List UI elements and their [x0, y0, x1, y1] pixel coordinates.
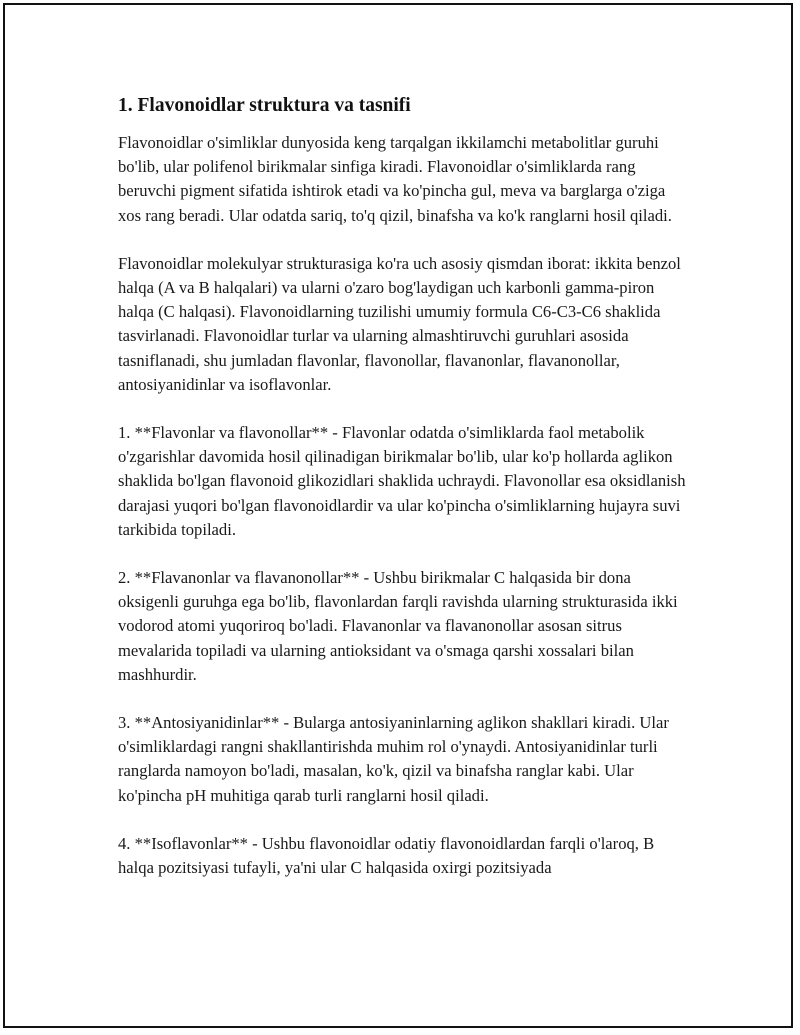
paragraph-flavonlar: 1. **Flavonlar va flavonollar** - Flavonlar odatda o'simliklarda faol metabolik o'zgarishlar davomida hosil qilinadigan birikmalar bo'lib, ular ko'p hollarda aglikon shaklida bo'lgan flavonoid glikozidlari shaklida uchraydi. Flavonollar esa oksidlanish darajasi yuqori bo'lgan flavonoidlardir va ular ko'pincha o'simliklarning hujayra suvi tarkibida topiladi.	[118, 423, 686, 539]
section-heading: 1. Flavonoidlar struktura va tasnifi	[118, 95, 411, 116]
paragraph-antosiyanidinlar: 3. **Antosiyanidinlar** - Bularga antosiyaninlarning aglikon shakllari kiradi. Ular o'simliklardagi rangni shakllantirishda muhim rol o'ynaydi. Antosiyanidinlar turli ranglarda namoyon bo'ladi, masalan, ko'k, qizil va binafsha ranglar kabi. Ular ko'pincha pH muhitiga qarab turli ranglarni hosil qiladi.	[118, 713, 669, 805]
paragraph-flavanonlar: 2. **Flavanonlar va flavanonollar** - Ushbu birikmalar C halqasida bir dona oksigenli guruhga ega bo'lib, flavonlardan farqli ravishda ularning strukturasida ikki vodorod atomi yuqoriroq bo'ladi. Flavanonlar va flavanonollar asosan sitrus mevalarida topiladi va ularning antioksidant va o'smaga qarshi xossalari bilan mashhurdir.	[118, 568, 678, 684]
document-body	[118, 92, 688, 904]
paragraph-intro: Flavonoidlar o'simliklar dunyosida keng tarqalgan ikkilamchi metabolitlar guruhi bo'lib, ular polifenol birikmalar sinfiga kiradi. Flavonoidlar o'simliklarda rang beruvchi pigment sifatida ishtirok etadi va ko'pincha gul, meva va barglarga o'ziga xos rang beradi. Ular odatda sariq, to'q qizil, binafsha va ko'k ranglarni hosil qiladi.	[118, 133, 672, 225]
paragraph-isoflavonlar: 4. **Isoflavonlar** - Ushbu flavonoidlar odatiy flavonoidlardan farqli o'laroq, B halqa pozitsiyasi tufayli, ya'ni ular C halqasida oxirgi pozitsiyada	[118, 833, 655, 878]
paragraph-structure: Flavonoidlar molekulyar strukturasiga ko'ra uch asosiy qismdan iborat: ikkita benzol halqa (A va B halqalari) va ularni o'zaro bog'laydigan uch karbonli gamma-piron halqa (C halqasi). Flavonoidlarning tuzilishi umumiy formula C6-C3-C6 shaklida tasvirlanadi. Flavonoidlar turlar va ularning almashtiruvchi guruhlari asosida tasniflanadi, shu jumladan flavonlar, flavonollar, flavanonlar, flavanonollar, antosiyanidinlar va isoflavonlar.	[118, 253, 681, 394]
